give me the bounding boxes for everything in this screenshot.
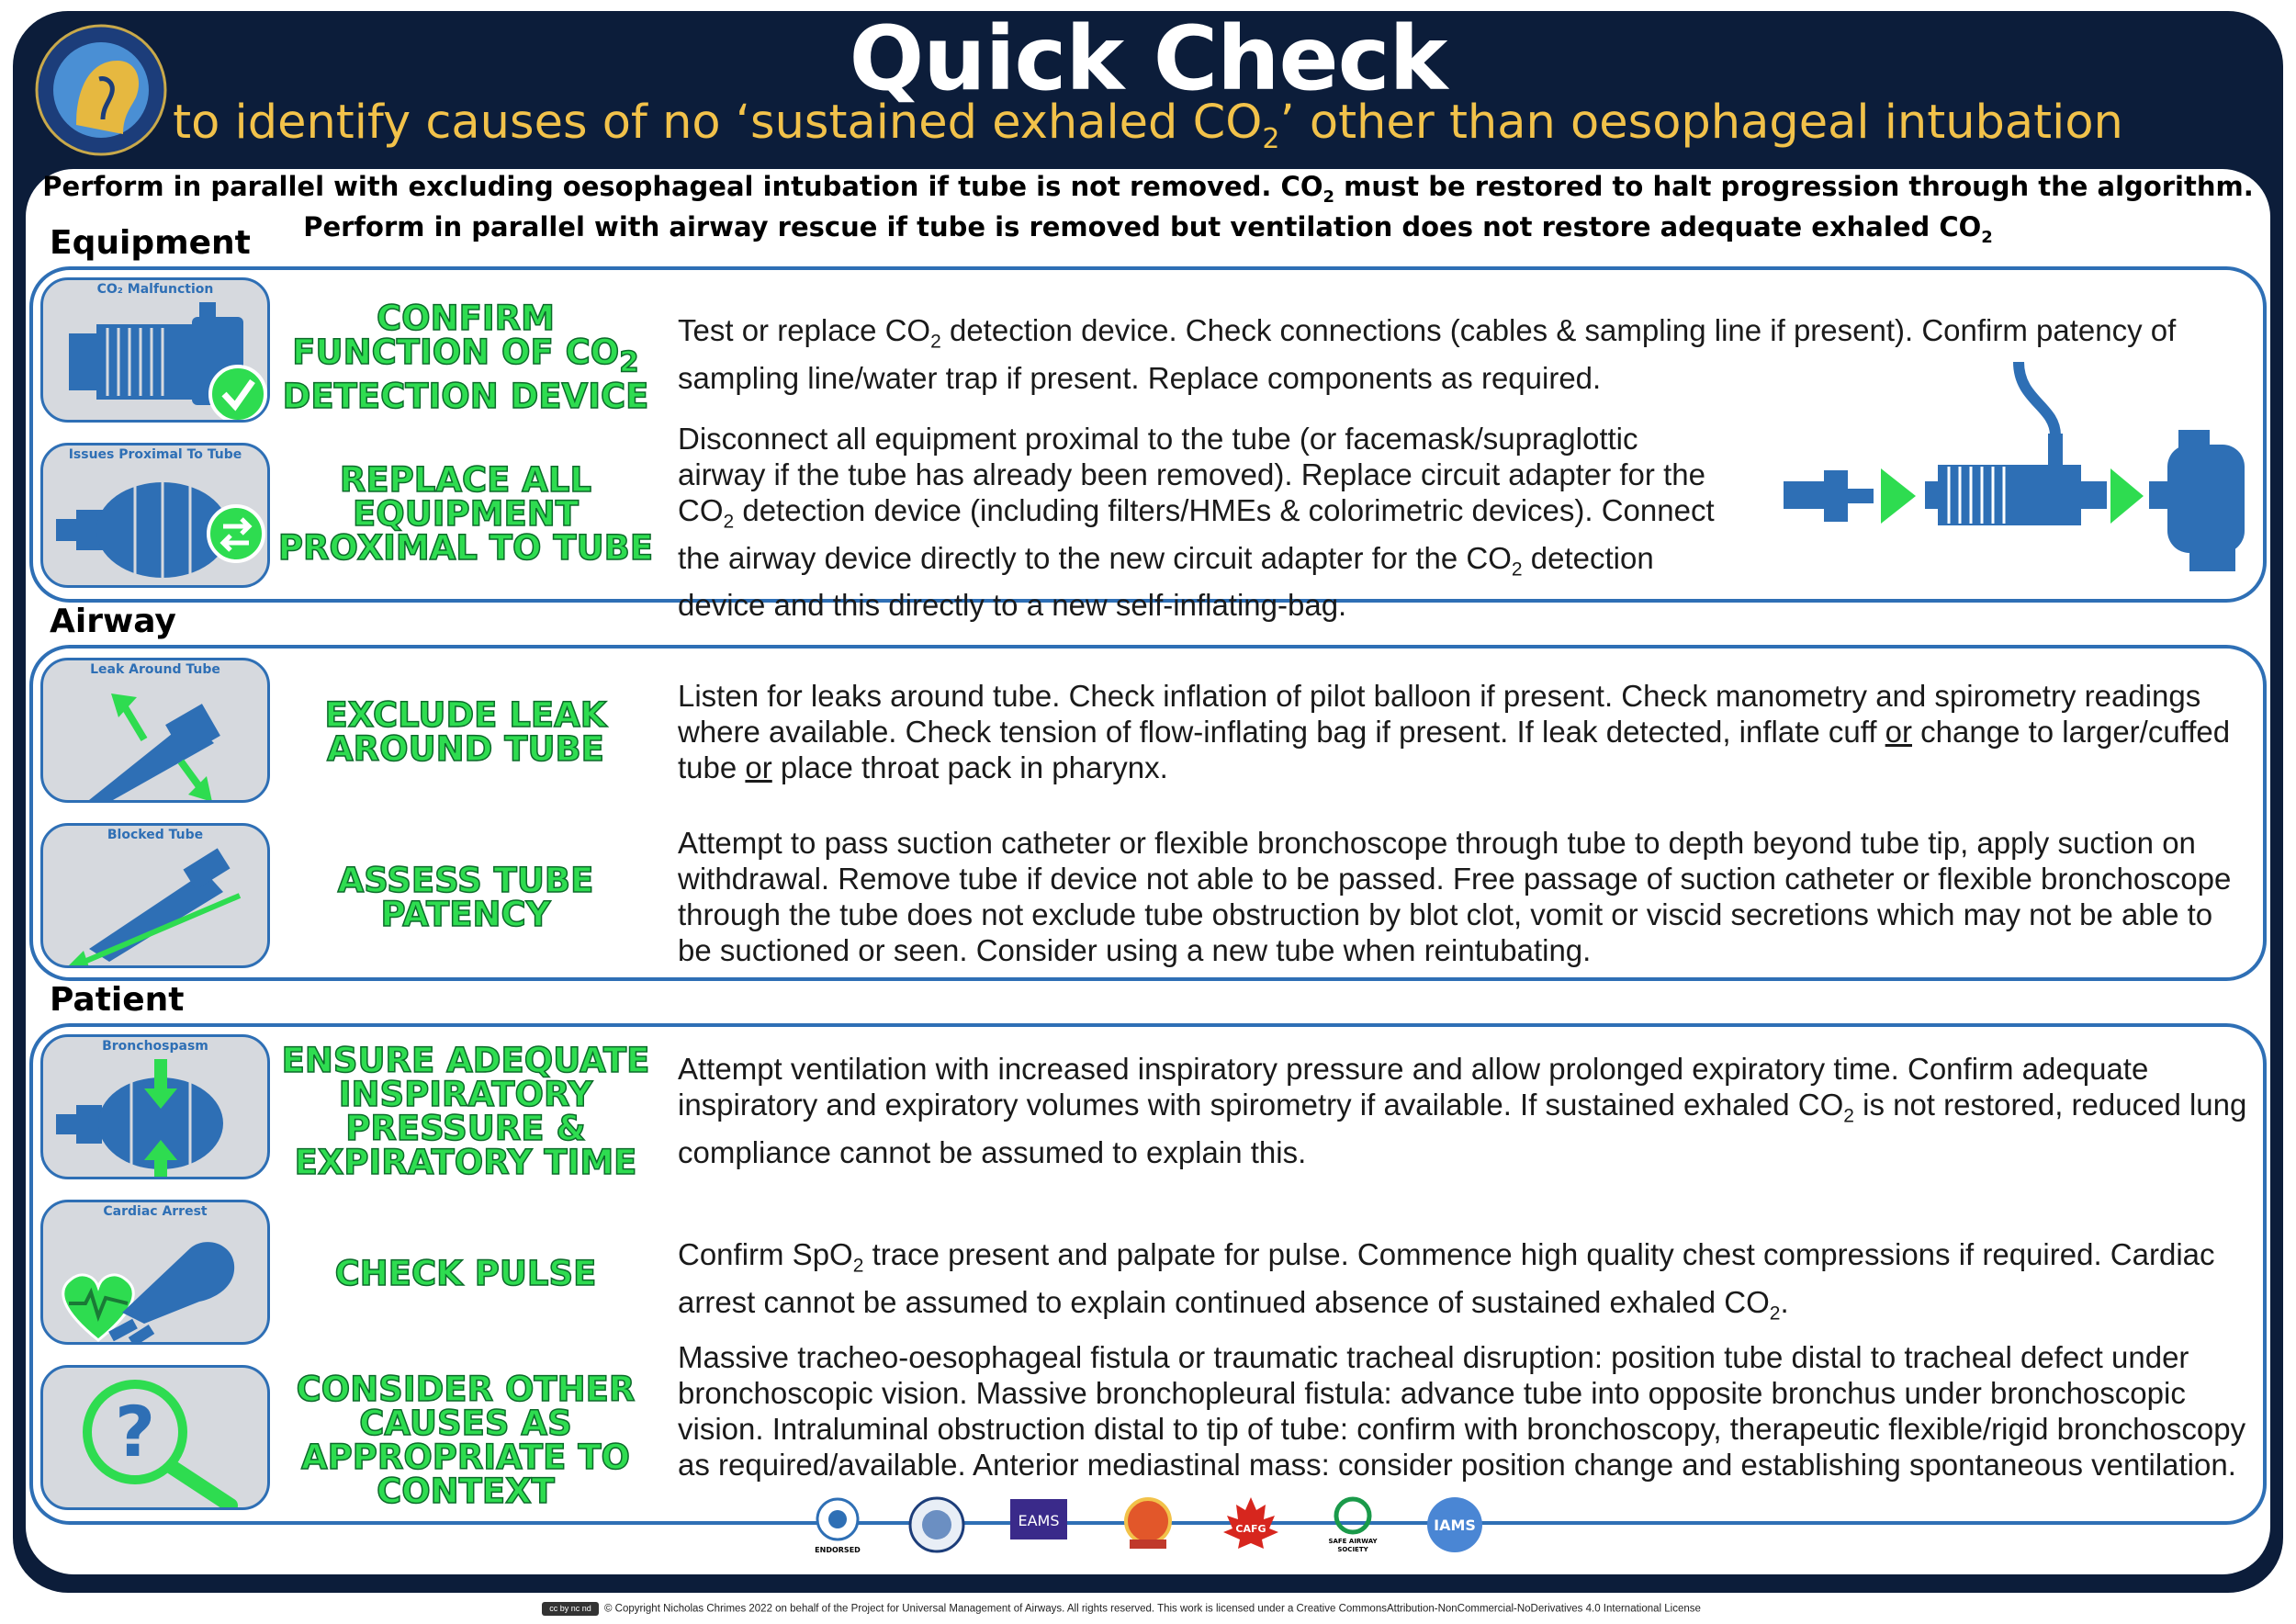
- icon-caption: CO₂ Malfunction: [96, 282, 214, 297]
- icon-card-cardiac-arrest: [40, 1200, 270, 1345]
- icon-caption: Blocked Tube: [107, 828, 204, 842]
- leak-tube-icon: [43, 660, 270, 803]
- svg-text:SOCIETY: SOCIETY: [1337, 1546, 1368, 1553]
- circuit-assembly-illustration: [1778, 360, 2256, 590]
- svg-text:ENDORSED: ENDORSED: [815, 1546, 861, 1554]
- question-mark: ?: [114, 1391, 156, 1472]
- cc-license-badge: cc by nc nd: [542, 1602, 599, 1616]
- desc-replace-equipment: Disconnect all equipment proximal to the tube (or facemask/supraglottic airway if the tube has already been removed). Replace circuit adapter for the $CO_2$ detection device (including filters/HMEs & colorimetric devices). Connect the airway device directly to the new circuit adapter for the $CO_2$ detection device and this directly to a new self-inflating-bag.: [678, 422, 1715, 623]
- section-label-airway: Airway: [50, 603, 176, 640]
- icon-card-leak-around-tube: [40, 658, 270, 803]
- svg-text:CAFG: CAFG: [1235, 1523, 1266, 1535]
- icon-caption: Leak Around Tube: [90, 662, 220, 677]
- heading-confirm-co2-device: CONFIRM FUNCTION OF $CO_2$ DETECTION DEVICE: [282, 299, 649, 417]
- eams-logo: [1008, 1495, 1069, 1554]
- society-seal-logo: [907, 1495, 966, 1554]
- magnifier-question-icon: [43, 1368, 270, 1510]
- icon-caption: Issues Proximal To Tube: [68, 447, 242, 462]
- icon-caption: Bronchospasm: [102, 1039, 208, 1054]
- icon-card-co2-malfunction: [40, 277, 270, 423]
- co2-sensor-icon: [43, 280, 270, 423]
- society-emblem-logo: [1119, 1495, 1177, 1554]
- desc-assess-patency: Attempt to pass suction catheter or flexible bronchoscope through tube to depth beyond tube tip, apply suction on withdrawal. Remove tube if device not able to be passed. Free passage of suction catheter or flexible bronchoscope through the tube does not exclude tube obstruction by blot clot, vomit or viscid secretions which may not be able to be suctioned or seen. Consider using a new tube when reintubating.: [678, 826, 2232, 967]
- heading-replace-equipment: REPLACE ALL EQUIPMENT PROXIMAL TO TUBE: [277, 460, 654, 568]
- instruction-note-1: Perform in parallel with excluding oesophageal intubation if tube is not removed. $CO_2$ must be restored to halt progression through the algorithm.: [42, 171, 2254, 207]
- page-title: Quick Check: [849, 7, 1447, 110]
- icon-card-bronchospasm: [40, 1034, 270, 1179]
- heading-exclude-leak: EXCLUDE LEAK AROUND TUBE: [324, 695, 607, 769]
- desc-confirm-co2-device: Test or replace $CO_2$ detection device. Check connections (cables & sampling line if present). Confirm patency of sampling line/water trap if present. Replace components as required.: [678, 313, 2177, 395]
- desc-exclude-leak: Listen for leaks around tube. Check inflation of pilot balloon if present. Check manometry and spirometry readings where available. Check tension of flow-inflating bag if present. If leak detected, inflate cuff or change to larger/cuffed tube or place throat pack in pharynx.: [678, 679, 2231, 784]
- desc-consider-other: Massive tracheo-oesophageal fistula or traumatic tracheal disruption: position tube distal to tracheal defect under bronchoscopic vision. Massive bronchopleural fistula: advance tube into opposite bronchus under bronchoscopic vision. Intraluminal obstruction distal to tip of tube: confirm with bronchoscopy, therapeutic flexible/rigid bronchoscopy as required/available. Anterior mediastinal mass: consider position change and establishing spontaneous ventilation.: [678, 1340, 2246, 1482]
- cafg-logo: [1221, 1495, 1280, 1554]
- bag-swap-icon: [43, 445, 270, 588]
- safe-airway-society-logo: [1322, 1495, 1383, 1554]
- icon-card-issues-proximal: [40, 443, 270, 588]
- cardiac-arrest-icon: [43, 1202, 270, 1345]
- heading-ensure-pressure: ENSURE ADEQUATE INSPIRATORY PRESSURE & EXPIRATORY TIME: [281, 1041, 650, 1182]
- desc-check-pulse: Confirm SpO$_2$ trace present and palpate for pulse. Commence high quality chest compressions if required. Cardiac arrest cannot be assumed to explain continued absence of sustained exhaled $CO_2$.: [678, 1237, 2215, 1325]
- iams-logo: [1425, 1495, 1484, 1554]
- heading-consider-other: CONSIDER OTHER CAUSES AS APPROPRIATE TO CONTEXT: [296, 1370, 636, 1511]
- heading-check-pulse: CHECK PULSE: [334, 1254, 597, 1293]
- svg-text:IAMS: IAMS: [1434, 1517, 1476, 1534]
- icon-caption: Cardiac Arrest: [103, 1204, 208, 1219]
- copyright-text: © Copyright Nicholas Chrimes 2022 on behalf of the Project for Universal Management of Airways. All rights reserved. This work is licensed under a Creative CommonsAttribution-NonCommercial-NoDerivatives 4.0 International License: [604, 1603, 1701, 1615]
- svg-text:EAMS: EAMS: [1018, 1512, 1060, 1529]
- page-subtitle: to identify causes of no ‘sustained exhaled $CO_2$’ other than oesophageal intubation: [173, 96, 2123, 156]
- section-label-equipment: Equipment: [50, 224, 251, 262]
- icon-card-other-causes: [40, 1365, 270, 1510]
- svg-text:SAFE AIRWAY: SAFE AIRWAY: [1328, 1538, 1378, 1545]
- heading-assess-patency: ASSESS TUBE PATENCY: [337, 861, 594, 934]
- copyright-footer: [542, 1602, 1701, 1616]
- bronchospasm-icon: [43, 1037, 270, 1179]
- blocked-tube-icon: [43, 826, 270, 968]
- das-endorsed-logo: [808, 1495, 867, 1554]
- section-label-patient: Patient: [50, 981, 185, 1019]
- icon-card-blocked-tube: [40, 823, 270, 968]
- instruction-note-2: Perform in parallel with airway rescue if tube is removed but ventilation does not restore adequate exhaled $CO_2$: [303, 211, 1993, 247]
- desc-ensure-pressure: Attempt ventilation with increased inspiratory pressure and allow prolonged expiratory time. Confirm adequate inspiratory and expiratory volumes with spirometry if available. If sustained exhaled $CO_2$ is not restored, reduced lung compliance cannot be assumed to explain this.: [678, 1052, 2247, 1169]
